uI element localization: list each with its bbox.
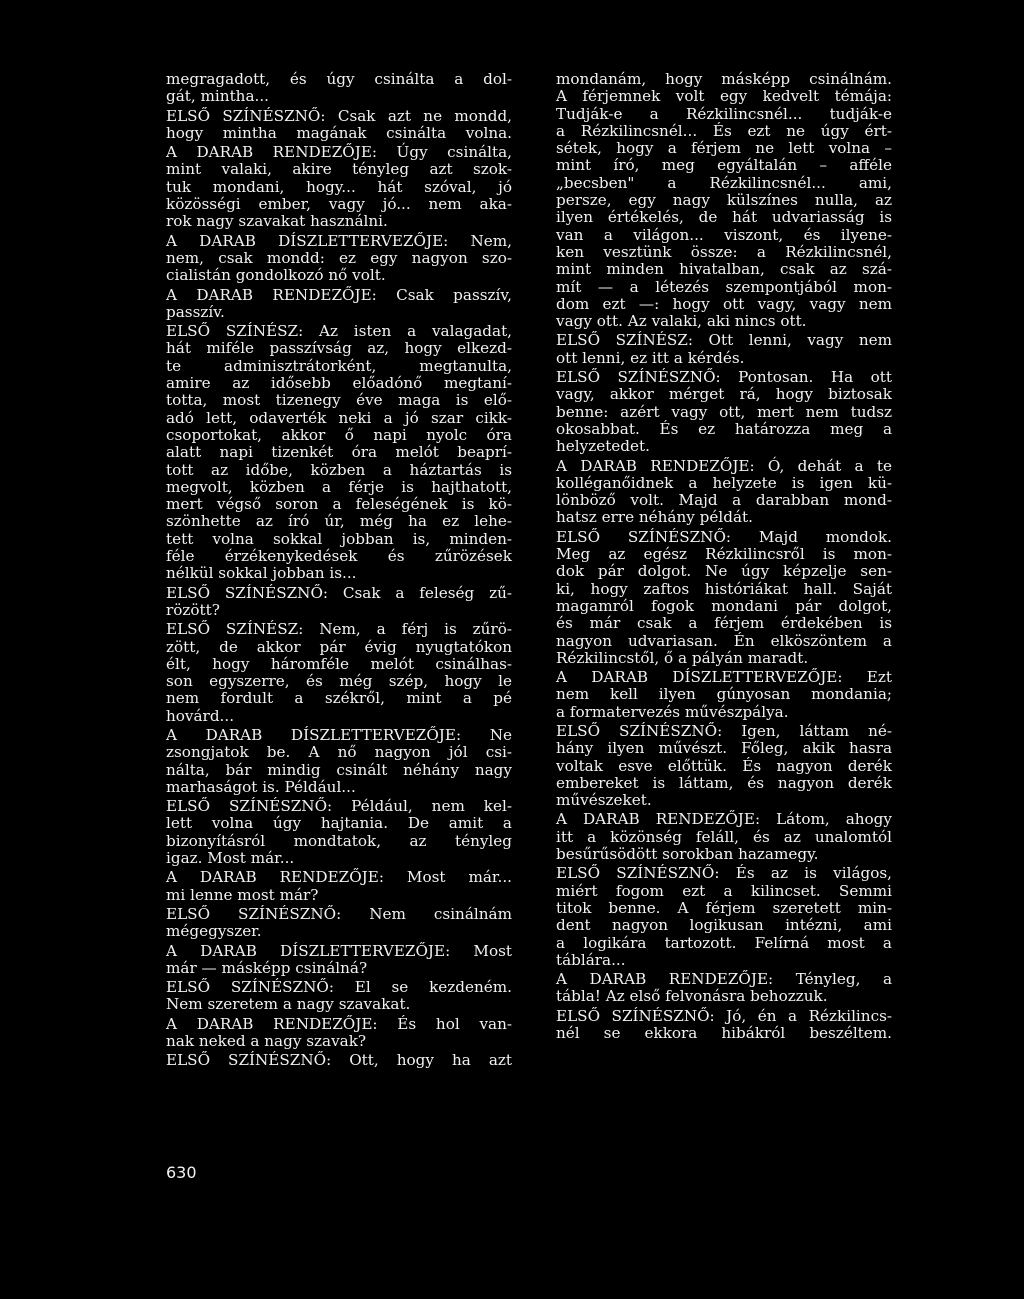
text-line: mint író, meg egyáltalán – afféle [556,156,892,175]
text-line: táblára... [556,950,626,969]
text-line: lett volna úgy hajtania. De amit a [166,814,512,833]
text-line: A DARAB DÍSZLETTERVEZŐJE: Ezt [556,668,892,687]
text-line: nak neked a nagy szavak? [166,1032,367,1051]
text-line: adó lett, odaverték neki a jó szar cikk- [166,408,512,427]
text-line: mít — a létezés szempontjából mon- [556,277,892,296]
text-line: A DARAB RENDEZŐJE: Ó, dehát a te [556,456,892,475]
text-line: ELSŐ SZÍNÉSZNŐ: Majd mondok. [556,527,892,546]
text-line: son egyszerre, és még szép, hogy le [166,672,512,691]
text-line: lönböző volt. Majd a darabban mond- [556,491,892,510]
text-line: rok nagy szavakat használni. [166,212,388,231]
text-line: igaz. Most már... [166,849,295,868]
text-line: nél se ekkora hibákról beszéltem. [556,1024,892,1043]
text-line: A DARAB RENDEZŐJE: Tényleg, a [556,970,892,989]
text-line: mint minden hivatalban, csak az szá- [556,260,892,279]
text-column-left [166,71,512,1070]
text-line: Meg az egész Rézkilincsről is mon- [556,545,892,564]
text-line: A DARAB DÍSZLETTERVEZŐJE: Nem, [166,231,512,250]
text-line: csoportokat, akkor ő napi nyolc óra [166,425,512,444]
text-line: nem fordult a székről, mint a pé [166,689,512,708]
text-line: magamról fogok mondani pár dolgot, [556,596,892,615]
text-line: ELSŐ SZÍNÉSZNŐ: Csak a feleség zű- [166,583,512,602]
text-line: tuk mondani, hogy... hát szóval, jó [166,177,512,196]
text-line: már — másképp csinálná? [166,958,368,977]
text-line: titok benne. A férjem szeretett min- [556,898,892,917]
text-line: nagyon udvariasan. Én elköszöntem a [556,631,892,650]
text-line: vagy ott. Az valaki, aki nincs ott. [556,312,807,331]
text-line: ken vesztünk össze: a Rézkilincsnél, [556,242,892,261]
text-line: közösségi ember, vagy jó... nem aka- [166,195,512,214]
text-line: amire az idősebb előadónő megtaní- [166,374,512,393]
text-line: hány ilyen művészt. Főleg, akik hasra [556,739,892,758]
text-line: mert végső soron a feleségének is kö- [166,495,512,514]
text-line: a logikára tartozott. Felírná most a [556,933,892,952]
text-line: megvolt, közben a férje is hajthatott, [166,477,512,496]
text-line: ELSŐ SZÍNÉSZNŐ: Ott, hogy ha azt [166,1051,512,1070]
text-line: ki, hogy zaftos históriákat hall. Saját [556,579,892,598]
text-line: itt a közönség feláll, és az unalomtól [556,827,892,846]
text-line: rözött? [166,600,220,619]
text-line: A DARAB DÍSZLETTERVEZŐJE: Most [166,941,512,960]
text-line: ELSŐ SZÍNÉSZ: Nem, a férj is zűrö- [166,620,512,639]
text-line: nálta, bár mindig csinált néhány nagy [166,760,512,779]
text-line: besűrűsödött sorokban hazamegy. [556,845,819,864]
text-line: ELSŐ SZÍNÉSZ: Az isten a valagadat, [166,322,512,341]
text-line: voltak esve előttük. És nagyon derék [556,756,892,775]
text-line: szönhette az író úr, még ha ez lehe- [166,512,512,531]
text-line: ELSŐ SZÍNÉSZNŐ: És az is világos, [556,864,892,883]
text-line: nem kell ilyen gúnyosan mondania; [556,685,892,704]
text-line: vagy, akkor mérget rá, hogy biztosak [556,385,892,404]
text-line: ELSŐ SZÍNÉSZNŐ: El se kezdeném. [166,978,512,997]
text-line: zsongjatok be. A nő nagyon jól csi- [166,743,512,762]
text-line: persze, egy nagy külszínes nulla, az [556,191,892,210]
text-line: A DARAB RENDEZŐJE: Látom, ahogy [556,810,892,829]
text-line: tábla! Az első felvonásra behozzuk. [556,987,828,1006]
text-line: zött, de akkor pár évig nyugtatókon [166,637,512,656]
text-line: dom ezt —: hogy ott vagy, vagy nem [556,294,892,313]
text-line: okosabbat. És ez határozza meg a [556,419,892,438]
text-line: A férjemnek volt egy kedvelt témája: [556,87,892,106]
text-line: bizonyításról mondtatok, az tényleg [166,831,512,850]
text-line: és már csak a férjem érdekében is [556,614,892,633]
text-line: ELSŐ SZÍNÉSZNŐ: Például, nem kel- [166,797,512,816]
text-column-right [556,71,892,1042]
text-line: ELSŐ SZÍNÉSZNŐ: Csak azt ne mondd, [166,106,512,125]
text-line: ELSŐ SZÍNÉSZNŐ: Pontosan. Ha ott [556,368,892,387]
text-line: A DARAB RENDEZŐJE: Úgy csinálta, [166,143,512,162]
text-line: alatt napi tizenkét óra melót beaprí- [166,443,512,462]
text-line: dent nagyon logikusan intézni, ami [556,916,892,935]
text-line: megragadott, és úgy csinálta a dol- [166,70,512,88]
text-line: élt, hogy háromféle melót csinálhas- [166,654,512,673]
text-line: A DARAB RENDEZŐJE: És hol van- [166,1014,512,1033]
text-line: hovárd... [166,706,235,725]
text-line: a formatervezés művészpálya. [556,702,789,721]
text-line: miért fogom ezt a kilincset. Semmi [556,881,892,900]
text-line: van a világon... viszont, és ilyene- [556,225,892,244]
text-line: tett volna sokkal jobban is, minden- [166,529,512,548]
text-line: ELSŐ SZÍNÉSZNŐ: Igen, láttam né- [556,721,892,740]
text-line: helyzetedet. [556,437,650,456]
text-line: gát, mintha... [166,87,269,106]
text-line: tott az időbe, közben a háztartás is [166,460,512,479]
text-line: benne: azért vagy ott, mert nem tudsz [556,402,892,421]
page-number: 630 [166,1163,197,1182]
text-line: kolléganőidnek a helyzete is igen kü- [556,473,892,492]
text-line: passzív. [166,302,225,321]
text-line: hatsz erre néhány példát. [556,508,753,527]
text-line: Nem szeretem a nagy szavakat. [166,995,411,1014]
text-line: művészeket. [556,791,652,810]
text-line: hát miféle passzívság az, hogy elkezd- [166,339,512,358]
text-line: A DARAB DÍSZLETTERVEZŐJE: Ne [166,725,512,744]
text-line: sétek, hogy a férjem ne lett volna – [556,139,892,158]
text-line: mint valaki, akire tényleg azt szok- [166,160,512,179]
text-line: ELSŐ SZÍNÉSZ: Ott lenni, vagy nem [556,331,892,350]
text-line: totta, most tizenegy éve maga is elő- [166,391,512,410]
text-line: mondanám, hogy másképp csinálnám. [556,70,892,88]
text-line: marhaságot is. Például... [166,777,356,796]
text-line: ELSŐ SZÍNÉSZNŐ: Nem csinálnám [166,904,512,923]
text-line: „becsben" a Rézkilincsnél... ami, [556,173,892,192]
text-line: ilyen értékelés, de hát udvariasság is [556,208,892,227]
text-line: nem, csak mondd: ez egy nagyon szo- [166,248,512,267]
text-line: A DARAB RENDEZŐJE: Csak passzív, [166,285,512,304]
text-line: nélkül sokkal jobban is... [166,564,357,583]
text-line: A DARAB RENDEZŐJE: Most már... [166,868,512,887]
text-line: féle érzékenykedések és zűrözések [166,547,512,566]
text-line: a Rézkilincsnél... És ezt ne úgy ért- [556,121,892,140]
text-line: mi lenne most már? [166,885,319,904]
text-line: Tudják-e a Rézkilincsnél... tudják-e [556,104,892,123]
text-line: te adminisztrátorként, megtanulta, [166,356,512,375]
text-line: mégegyszer. [166,922,262,941]
text-line: cialistán gondolkozó nő volt. [166,266,386,285]
text-line: embereket is láttam, és nagyon derék [556,773,892,792]
text-line: ott lenni, ez itt a kérdés. [556,348,745,367]
text-line: Rézkilincstől, ő a pályán maradt. [556,648,809,667]
text-line: hogy mintha magának csinálta volna. [166,123,512,142]
text-line: ELSŐ SZÍNÉSZNŐ: Jó, én a Rézkilincs- [556,1006,892,1025]
text-line: dok pár dolgot. Ne úgy képzelje sen- [556,562,892,581]
